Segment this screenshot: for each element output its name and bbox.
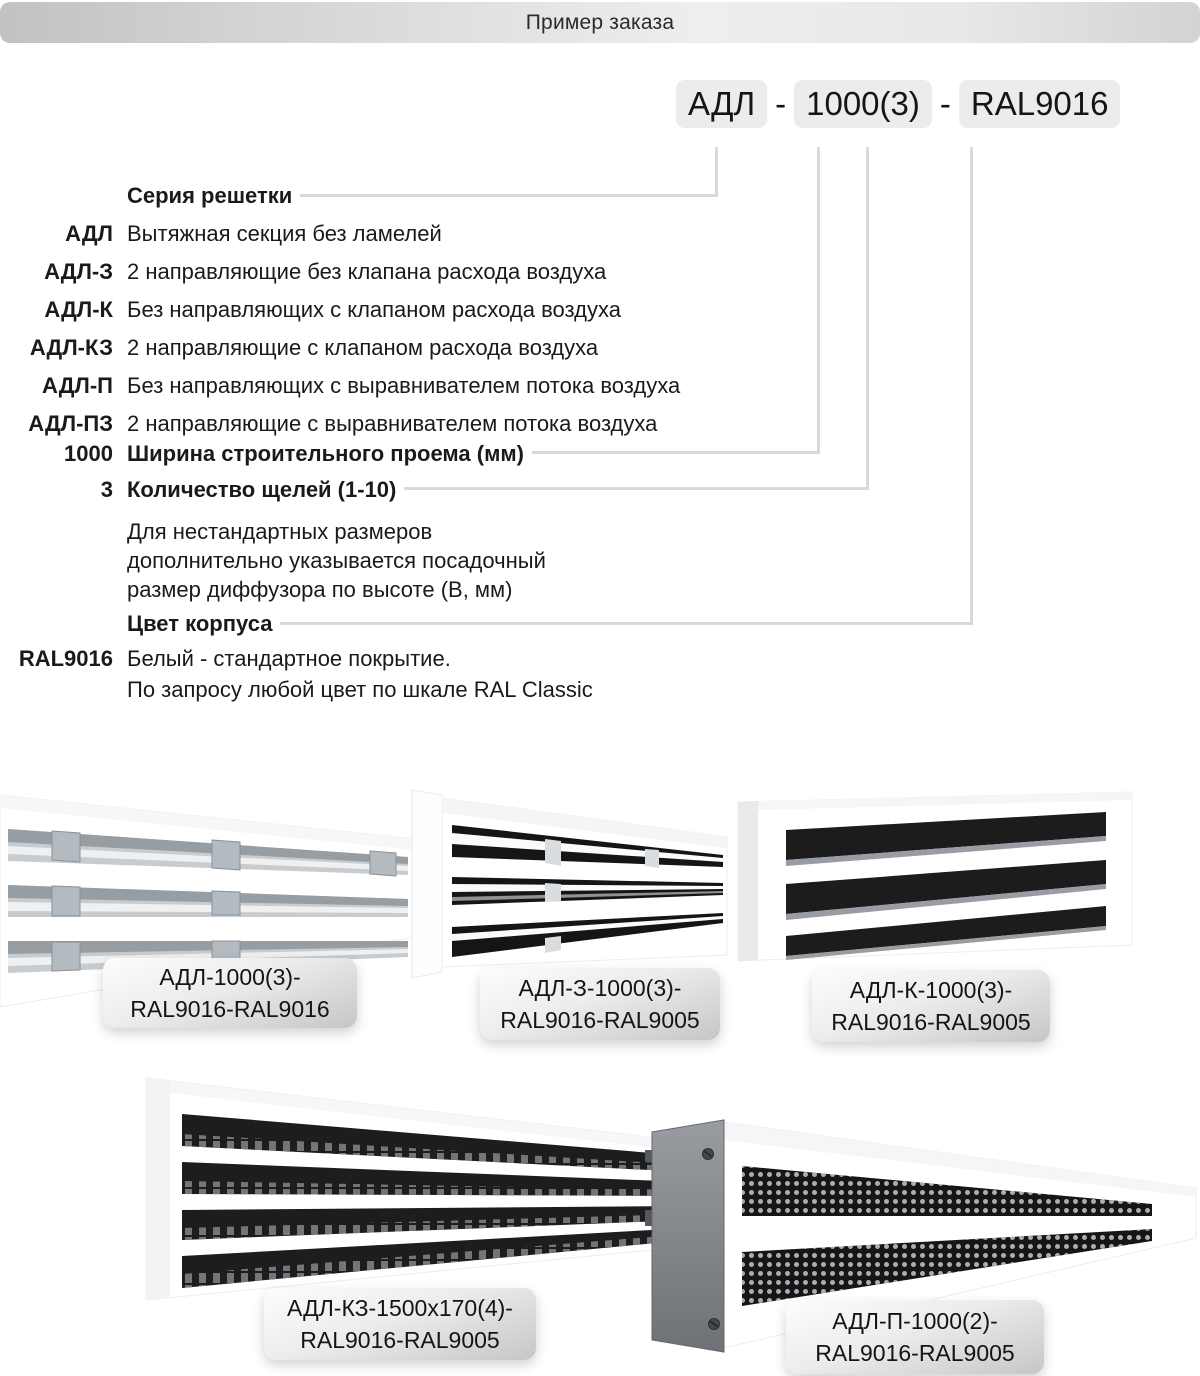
legend-note-line: размер диффузора по высоте (В, мм) [127, 577, 513, 602]
legend-row-adl-pz: АДЛ-ПЗ 2 направляющие с выравнивателем потока воздуха [8, 409, 665, 439]
order-code-size: 1000(3) [794, 80, 932, 128]
order-code-separator: - [775, 85, 787, 122]
page-title: Пример заказа [525, 10, 675, 34]
connector-width-vertical [817, 147, 820, 454]
legend-color-title: Цвет корпуса [127, 611, 273, 636]
connector-series-horizontal [260, 194, 718, 197]
products-illustration [0, 755, 1200, 1376]
legend-row-width: 1000 Ширина строительного проема (мм) [8, 439, 532, 469]
order-code-separator: - [939, 85, 951, 122]
connector-color-vertical [970, 147, 973, 625]
legend-row-adl-p: АДЛ-П Без направляющих с выравнивателем потока воздуха [8, 371, 688, 401]
connector-series-vertical [715, 147, 718, 197]
legend-series-title: Серия решетки [127, 183, 293, 208]
legend-note-line: дополнительно указывается посадочный [127, 548, 546, 573]
product-label-adl-z: АДЛ-З-1000(3)- RAL9016-RAL9005 [480, 968, 720, 1040]
product-label-adl: АДЛ-1000(3)- RAL9016-RAL9016 [103, 958, 357, 1028]
legend-row-adl-k: АДЛ-К Без направляющих с клапаном расхода воздуха [8, 295, 629, 325]
legend-note-line: Для нестандартных размеров [127, 519, 433, 544]
header-bar [0, 2, 1200, 43]
legend-row-ral9016: RAL9016 Белый - стандартное покрытие. По запросу любой цвет по шкале RAL Classic [8, 643, 601, 705]
product-label-adl-k: АДЛ-К-1000(3)- RAL9016-RAL9005 [812, 970, 1050, 1042]
product-image-adl-k [738, 792, 1132, 961]
legend-row-adl-z: АДЛ-З 2 направляющие без клапана расхода воздуха [8, 257, 614, 287]
legend-row-adl-kz: АДЛ-КЗ 2 направляющие с клапаном расхода воздуха [8, 333, 606, 363]
legend-note [8, 517, 554, 604]
legend-ral-line: По запросу любой цвет по шкале RAL Classic [127, 677, 593, 702]
connector-color-horizontal [270, 622, 973, 625]
product-label-adl-kz: АДЛ-КЗ-1500х170(4)- RAL9016-RAL9005 [264, 1288, 536, 1360]
legend-color-title-row [8, 609, 280, 639]
legend-row-adl: АДЛ Вытяжная секция без ламелей [8, 219, 450, 249]
legend-row-slots: 3 Количество щелей (1-10) [8, 475, 404, 505]
legend-series-title-row [8, 181, 300, 211]
connector-slots-horizontal [380, 487, 869, 490]
legend-ral-line: Белый - стандартное покрытие. [127, 646, 451, 671]
connector-slots-vertical [866, 147, 869, 490]
product-label-adl-p: АДЛ-П-1000(2)- RAL9016-RAL9005 [786, 1300, 1044, 1374]
order-code-color: RAL9016 [959, 80, 1121, 128]
order-code [676, 80, 1120, 128]
product-image-adl-z [412, 790, 727, 978]
order-code-series: АДЛ [676, 80, 767, 128]
